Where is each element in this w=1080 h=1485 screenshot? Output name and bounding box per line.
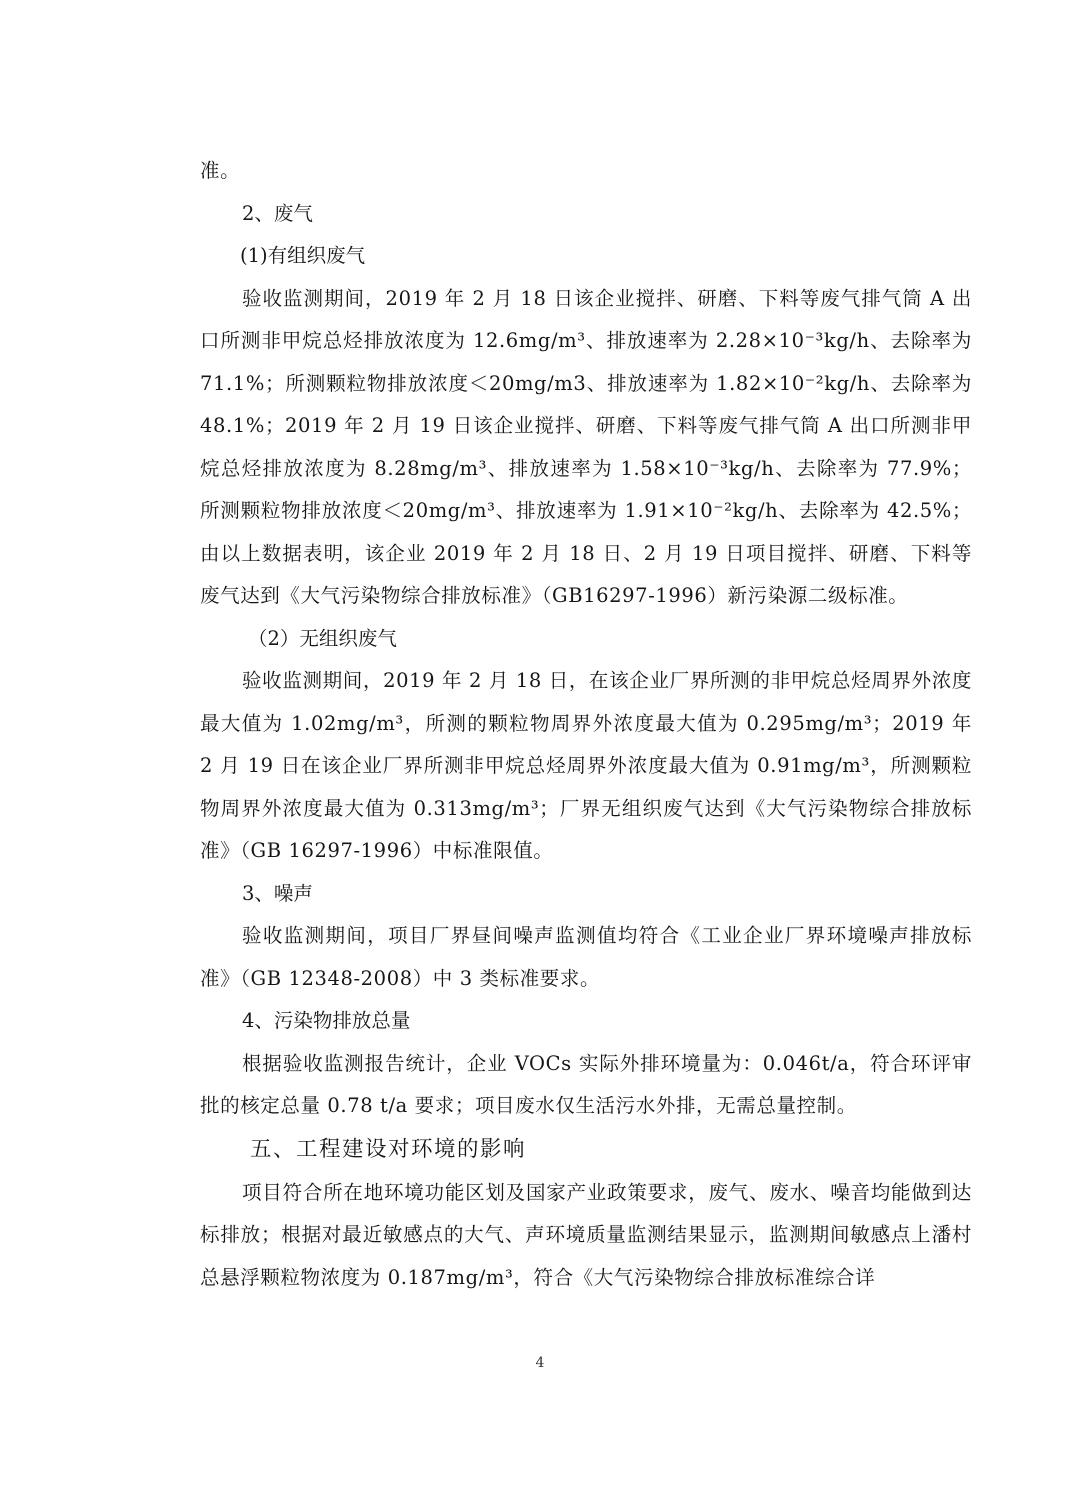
paragraph-unorganized-waste-gas: 验收监测期间，2019 年 2 月 18 日，在该企业厂界所测的非甲烷总烃周界外浓度最大值为 1.02mg/m³，所测的颗粒物周界外浓度最大值为 0.295mg/m³；2019 年 2 月 19 日在该企业厂界所测非甲烷总烃周界外浓度最大值为 0.91mg/m³，所测颗粒物周界外浓度最大值为 0.313mg/m³；厂界无组织废气达到《大气污染物综合排放标准》（GB 16297-1996）中标准限值。 xyxy=(200,669,972,862)
paragraph-continuation: 准。 xyxy=(200,159,241,182)
paragraph-total-emissions: 根据验收监测报告统计，企业 VOCs 实际外排环境量为：0.046t/a，符合环评审批的核定总量 0.78 t/a 要求；项目废水仅生活污水外排，无需总量控制。 xyxy=(200,1051,972,1117)
heading-total-emissions: 4、污染物排放总量 xyxy=(242,1009,411,1032)
heading-organized-waste-gas: (1)有组织废气 xyxy=(240,244,366,267)
heading-noise: 3、噪声 xyxy=(242,881,313,905)
paragraph-environmental-impact: 项目符合所在地环境功能区划及国家产业政策要求，废气、废水、噪音均能做到达标排放；根据对最近敏感点的大气、声环境质量监测结果显示，监测期间敏感点上潘村总悬浮颗粒物浓度为 0.187mg/m³，符合《大气污染物综合排放标准综合详 xyxy=(200,1180,972,1289)
page-number: 4 xyxy=(535,1355,545,1371)
heading-unorganized-waste-gas: （2）无组织废气 xyxy=(248,626,397,650)
section-title-environmental-impact: 五、工程建设对环境的影响 xyxy=(250,1136,527,1162)
paragraph-noise: 验收监测期间，项目厂界昼间噪声监测值均符合《工业企业厂界环境噪声排放标准》（GB 12348-2008）中 3 类标准要求。 xyxy=(200,924,972,990)
page-content xyxy=(200,150,972,1299)
paragraph-organized-waste-gas: 验收监测期间，2019 年 2 月 18 日该企业搅拌、研磨、下料等废气排气筒 A 出口所测非甲烷总烃排放浓度为 12.6mg/m³、排放速率为 2.28×10⁻³kg/h、去除率为 71.1%；所测颗粒物排放浓度＜20mg/m3、排放速率为 1.82×10⁻²kg/h、去除率为 48.1%；2019 年 2 月 19 日该企业搅拌、研磨、下料等废气排气筒 A 出口所测非甲烷总烃排放浓度为 8.28mg/m³、排放速率为 1.58×10⁻³kg/h、去除率为 77.9%；所测颗粒物排放浓度＜20mg/m³、排放速率为 1.91×10⁻²kg/h、去除率为 42.5%；由以上数据表明，该企业 2019 年 2 月 18 日、2 月 19 日项目搅拌、研磨、下料等废气达到《大气污染物综合排放标准》（GB16297-1996）新污染源二级标准。 xyxy=(200,286,972,607)
heading-waste-gas: 2、废气 xyxy=(242,201,313,225)
